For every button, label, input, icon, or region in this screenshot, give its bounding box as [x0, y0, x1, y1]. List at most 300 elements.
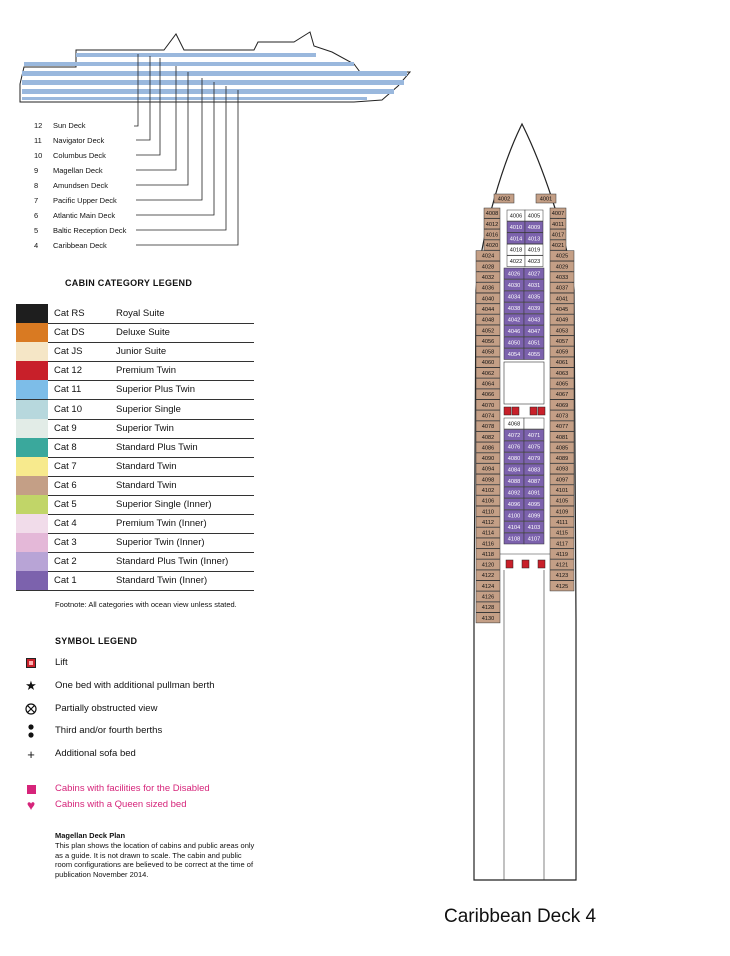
cabin-number: 4080 — [507, 456, 521, 462]
category-code: Cat 12 — [54, 365, 82, 377]
cabin-number: 4118 — [481, 551, 495, 558]
cabin-number: 4022 — [509, 259, 523, 266]
cabin-number: 4081 — [555, 434, 569, 441]
inner-cabin — [504, 510, 524, 521]
cabin-number: 4108 — [507, 536, 521, 543]
category-row — [16, 380, 254, 400]
category-row — [16, 495, 254, 515]
starboard-cabin — [550, 325, 574, 335]
cabin-number: 4102 — [481, 488, 495, 494]
inner-cabin — [504, 487, 524, 498]
starboard-cabin — [550, 432, 574, 442]
cabin-number: 4001 — [539, 196, 553, 203]
cabin-number: 4027 — [527, 271, 541, 278]
cabin-number: 4056 — [481, 338, 495, 345]
cabin-number: 4112 — [481, 519, 495, 526]
cabin-number: 4122 — [481, 573, 495, 580]
port-cabin — [476, 442, 500, 452]
port-cabin — [476, 528, 500, 538]
inner-cabin — [504, 430, 524, 441]
cabin-number: 4017 — [551, 232, 565, 239]
category-swatch — [16, 476, 48, 495]
port-cabin — [484, 219, 500, 229]
deck-label: 7 Pacific Upper Deck — [34, 196, 117, 205]
inner-cabin — [504, 476, 524, 487]
port-cabin — [476, 325, 500, 335]
port-cabin — [476, 293, 500, 303]
cabin-number: 4115 — [555, 530, 569, 537]
cabin-number: 4044 — [481, 306, 495, 313]
cabin-number: 4010 — [509, 224, 523, 231]
cabin-number: 4020 — [485, 243, 499, 250]
category-code: Cat 1 — [54, 575, 77, 587]
cabin-number: 4031 — [527, 283, 541, 289]
deck-plan — [470, 120, 580, 900]
cabin-number: 4018 — [509, 247, 523, 254]
cabin-number: 4059 — [555, 349, 569, 356]
inner-cabin — [524, 337, 544, 348]
category-row — [16, 323, 254, 343]
cabin-number: 4012 — [485, 221, 499, 228]
category-row — [16, 342, 254, 362]
port-cabin — [476, 602, 500, 612]
lift-icon — [538, 560, 545, 568]
category-swatch — [16, 380, 48, 399]
port-cabin — [476, 591, 500, 601]
starboard-cabin — [550, 315, 574, 325]
category-row — [16, 552, 254, 572]
port-cabin — [476, 559, 500, 569]
category-code: Cat 10 — [54, 403, 82, 415]
lift-icon — [504, 407, 511, 415]
cabin-number: 4071 — [527, 433, 541, 439]
starboard-cabin — [550, 581, 574, 591]
port-cabin — [476, 410, 500, 420]
starboard-cabin — [550, 219, 566, 229]
cabin-number: 4026 — [507, 271, 521, 278]
category-swatch — [16, 533, 48, 552]
inner-cabin — [524, 280, 544, 291]
port-cabin — [476, 506, 500, 516]
category-code: Cat 9 — [54, 422, 77, 434]
category-swatch — [16, 400, 48, 419]
cabin-number: 4069 — [555, 402, 569, 409]
cabin-number: 4035 — [527, 294, 541, 301]
starboard-cabin — [550, 229, 566, 239]
cabin-number: 4006 — [509, 213, 523, 220]
category-row — [16, 304, 254, 324]
cabin-number: 4064 — [481, 381, 495, 388]
port-cabin — [476, 496, 500, 506]
category-name: Standard Twin (Inner) — [116, 575, 208, 587]
cabin-number: 4033 — [555, 275, 569, 281]
category-swatch — [16, 514, 48, 533]
cabin-number: 4120 — [481, 562, 495, 569]
category-name: Premium Twin (Inner) — [116, 518, 207, 530]
inner-cabin — [524, 326, 544, 337]
cabin-number: 4067 — [555, 392, 569, 399]
starboard-cabin — [550, 283, 574, 293]
inner-cabin — [524, 476, 544, 487]
port-cabin — [476, 485, 500, 495]
inner-cabin — [524, 510, 544, 521]
category-row — [16, 533, 254, 553]
port-cabin — [476, 400, 500, 410]
starboard-cabin — [550, 261, 574, 271]
port-cabin — [476, 336, 500, 346]
category-code: Cat 6 — [54, 479, 77, 491]
port-cabin — [476, 357, 500, 367]
starboard-cabin — [550, 453, 574, 463]
starboard-cabin — [550, 346, 574, 356]
cabin-number: 4062 — [481, 370, 495, 377]
inner-cabin — [504, 337, 524, 348]
cabin-number: 4117 — [555, 541, 569, 548]
forward-cabin — [525, 233, 543, 244]
cabin-number: 4038 — [507, 306, 521, 312]
cabin-number: 4040 — [481, 296, 495, 303]
category-code: Cat 2 — [54, 556, 77, 568]
deck-label: 11 Navigator Deck — [34, 136, 105, 145]
cabin-number: 4048 — [481, 317, 495, 324]
deck-label: 8 Amundsen Deck — [34, 181, 109, 190]
heart-icon: ♥ — [26, 797, 36, 813]
category-name: Superior Plus Twin — [116, 384, 196, 396]
cabin-number: 4024 — [481, 253, 495, 260]
lift-icon — [530, 407, 537, 415]
category-name: Premium Twin — [116, 365, 177, 377]
cabin-number: 4104 — [507, 525, 521, 531]
category-code: Cat 11 — [54, 384, 82, 396]
starboard-cabin — [550, 570, 574, 580]
forward-cabin — [507, 244, 525, 255]
inner-cabin — [504, 303, 524, 314]
starboard-cabin — [550, 357, 574, 367]
category-swatch — [16, 419, 48, 438]
inner-cabin — [524, 522, 544, 533]
cabin-number: 4097 — [555, 477, 569, 484]
category-code: Cat 7 — [54, 460, 77, 472]
category-name: Superior Single (Inner) — [116, 499, 212, 510]
cabin-number: 4124 — [481, 583, 495, 590]
port-cabin — [476, 549, 500, 559]
inner-cabin — [524, 418, 544, 429]
bow-cabin — [536, 194, 556, 203]
inner-cabin — [504, 268, 524, 279]
plan-note-title: Magellan Deck Plan — [55, 831, 126, 840]
cabin-number: 4082 — [481, 434, 495, 441]
cabin-number: 4007 — [551, 211, 565, 218]
deck-label: 6 Atlantic Main Deck — [34, 211, 116, 220]
cabin-number: 4079 — [527, 456, 541, 462]
cabin-number: 4105 — [555, 498, 569, 505]
port-cabin — [476, 346, 500, 356]
cabin-number: 4036 — [481, 285, 495, 292]
starboard-cabin — [550, 485, 574, 495]
port-cabin — [476, 421, 500, 431]
cabin-number: 4077 — [555, 424, 569, 431]
starboard-cabin — [550, 410, 574, 420]
inner-cabin — [504, 418, 524, 429]
cabin-number: 4078 — [481, 424, 495, 431]
cabin-number: 4089 — [555, 456, 569, 463]
forward-cabin — [525, 244, 543, 255]
cabin-number: 4083 — [527, 467, 541, 474]
cabin-number: 4047 — [527, 329, 541, 335]
cabin-number: 4042 — [507, 317, 521, 324]
cabin-number: 4057 — [555, 338, 569, 345]
category-row — [16, 571, 254, 591]
cabin-number: 4014 — [509, 236, 523, 243]
cabin-number: 4098 — [481, 477, 495, 484]
cabin-number: 4021 — [551, 243, 565, 250]
cabin-number: 4128 — [481, 605, 495, 612]
plan-note-text: This plan shows the location of cabins and public areas only as a guide. It is not drawn to scale. The cabin and public room configurations are believed to be correct at the time of publication November 2014. — [55, 841, 255, 879]
starboard-cabin — [550, 517, 574, 527]
inner-cabin — [524, 268, 544, 279]
cabin-number: 4090 — [481, 456, 495, 463]
cabin-number: 4066 — [481, 392, 495, 399]
two-dots-icon — [24, 724, 38, 738]
category-name: Superior Twin — [116, 422, 174, 434]
cabin-number: 4030 — [507, 283, 521, 289]
inner-cabin — [524, 453, 544, 464]
starboard-cabin — [550, 378, 574, 388]
cabin-number: 4099 — [527, 513, 541, 520]
cabin-number: 4096 — [507, 502, 521, 508]
starboard-cabin — [550, 538, 574, 548]
cabin-number: 4093 — [555, 466, 569, 473]
cabin-number: 4050 — [507, 340, 521, 347]
lift-icon — [512, 407, 519, 415]
category-code: Cat RS — [54, 308, 85, 319]
cabin-number: 4013 — [527, 236, 541, 243]
category-swatch — [16, 342, 48, 361]
cabin-number: 4074 — [481, 413, 495, 420]
cabin-number: 4011 — [551, 221, 565, 228]
inner-cabin — [524, 430, 544, 441]
cabin-number: 4086 — [481, 445, 495, 452]
category-name: Deluxe Suite — [116, 327, 170, 339]
port-cabin — [484, 208, 500, 218]
cabin-number: 4125 — [555, 583, 569, 590]
cabin-number: 4032 — [481, 275, 495, 281]
cabin-number: 4016 — [485, 232, 499, 239]
inner-cabin — [524, 303, 544, 314]
cabin-number: 4041 — [555, 296, 569, 303]
port-cabin — [476, 464, 500, 474]
category-row — [16, 476, 254, 496]
cabin-number: 4092 — [507, 490, 521, 497]
starboard-cabin — [550, 421, 574, 431]
cabin-number: 4053 — [555, 328, 569, 335]
cabin-number: 4087 — [527, 479, 541, 485]
inner-cabin — [524, 349, 544, 360]
cabin-number: 4130 — [481, 615, 495, 622]
cabin-number: 4107 — [527, 536, 541, 543]
cabin-number: 4054 — [507, 352, 521, 358]
starboard-cabin — [550, 336, 574, 346]
cabin-number: 4019 — [527, 247, 541, 254]
category-swatch — [16, 323, 48, 342]
category-row — [16, 361, 254, 381]
category-code: Cat 4 — [54, 518, 77, 530]
starboard-cabin — [550, 442, 574, 452]
port-cabin — [484, 240, 500, 250]
cabin-number: 4070 — [481, 402, 495, 409]
cabin-number: 4028 — [481, 264, 495, 271]
cabin-number: 4073 — [555, 413, 569, 420]
cabin-number: 4068 — [507, 421, 521, 428]
category-code: Cat 8 — [54, 441, 77, 453]
inner-cabin — [504, 499, 524, 510]
cabin-number: 4095 — [527, 502, 541, 508]
port-cabin — [476, 261, 500, 271]
port-cabin — [476, 432, 500, 442]
atrium — [504, 362, 544, 404]
cabin-number: 4005 — [527, 213, 541, 220]
circle-cross-icon — [24, 702, 38, 716]
category-row — [16, 419, 254, 439]
cabin-number: 4049 — [555, 317, 569, 324]
inner-cabin — [524, 464, 544, 475]
cabin-number: 4037 — [555, 285, 569, 292]
cabin-number: 4046 — [507, 329, 521, 335]
category-code: Cat JS — [54, 346, 83, 358]
starboard-cabin — [550, 559, 574, 569]
pink-square-icon — [24, 782, 38, 796]
starboard-cabin — [550, 368, 574, 378]
cabin-number: 4075 — [527, 444, 541, 451]
cabin-number: 4094 — [481, 466, 495, 473]
category-name: Royal Suite — [116, 308, 165, 319]
port-cabin — [476, 538, 500, 548]
cabin-number: 4076 — [507, 444, 521, 451]
inner-cabin — [504, 280, 524, 291]
starboard-cabin — [550, 528, 574, 538]
category-name: Standard Twin — [116, 460, 177, 472]
inner-cabin — [504, 464, 524, 475]
cabin-number: 4061 — [555, 360, 569, 367]
starboard-cabin — [550, 272, 574, 282]
cabin-number: 4025 — [555, 253, 569, 260]
starboard-cabin — [550, 506, 574, 516]
starboard-cabin — [550, 549, 574, 559]
inner-cabin — [504, 522, 524, 533]
deck-name: Caribbean Deck 4 — [444, 906, 597, 927]
forward-cabin — [507, 221, 525, 232]
starboard-cabin — [550, 251, 574, 261]
cabin-number: 4116 — [481, 541, 495, 548]
inner-cabin — [504, 314, 524, 325]
category-name: Standard Plus Twin — [116, 441, 198, 453]
cabin-number: 4034 — [507, 294, 521, 301]
starboard-cabin — [550, 389, 574, 399]
category-swatch — [16, 457, 48, 476]
deck-label: 4 Caribbean Deck — [34, 241, 107, 250]
inner-cabin — [524, 291, 544, 302]
inner-cabin — [504, 533, 524, 544]
category-name: Standard Twin — [116, 479, 177, 491]
cabin-number: 4060 — [481, 360, 495, 367]
starboard-cabin — [550, 304, 574, 314]
cabin-number: 4043 — [527, 317, 541, 324]
symbol-legend-title: SYMBOL LEGEND — [55, 636, 138, 646]
port-cabin — [476, 368, 500, 378]
lift-icon — [506, 560, 513, 568]
cabin-number: 4072 — [507, 433, 521, 439]
cabin-number: 4045 — [555, 306, 569, 313]
category-swatch — [16, 304, 48, 323]
cabin-number: 4051 — [527, 340, 541, 347]
port-cabin — [476, 613, 500, 623]
category-swatch — [16, 495, 48, 514]
cabin-number: 4063 — [555, 370, 569, 377]
starboard-cabin — [550, 400, 574, 410]
port-cabin — [476, 453, 500, 463]
plus-icon: + — [27, 746, 35, 762]
cabin-number: 4123 — [555, 573, 569, 580]
inner-cabin — [504, 291, 524, 302]
port-cabin — [476, 304, 500, 314]
deck-label: 9 Magellan Deck — [34, 166, 103, 175]
cabin-number: 4088 — [507, 479, 521, 485]
category-swatch — [16, 438, 48, 457]
starboard-cabin — [550, 496, 574, 506]
cabin-number: 4009 — [527, 224, 541, 231]
port-cabin — [476, 570, 500, 580]
category-name: Junior Suite — [116, 346, 167, 358]
category-swatch — [16, 552, 48, 571]
inner-cabin — [524, 441, 544, 452]
forward-cabin — [525, 256, 543, 267]
port-cabin — [476, 315, 500, 325]
cabin-number: 4119 — [555, 551, 569, 558]
bow-cabin — [494, 194, 514, 203]
cabin-number: 4065 — [555, 381, 569, 388]
port-cabin — [476, 283, 500, 293]
cabin-number: 4023 — [527, 259, 541, 266]
cabin-number: 4052 — [481, 328, 495, 335]
inner-cabin — [524, 533, 544, 544]
inner-cabin — [504, 453, 524, 464]
lift-icon — [522, 560, 529, 568]
inner-cabin — [504, 441, 524, 452]
category-code: Cat 3 — [54, 537, 77, 549]
category-swatch — [16, 361, 48, 380]
forward-cabin — [525, 221, 543, 232]
inner-cabin — [524, 314, 544, 325]
category-row — [16, 457, 254, 477]
starboard-cabin — [550, 474, 574, 484]
inner-cabin — [504, 326, 524, 337]
cabin-number: 4101 — [555, 488, 569, 494]
cabin-number: 4002 — [497, 196, 511, 203]
lift-icon — [24, 656, 38, 670]
cabin-number: 4029 — [555, 264, 569, 271]
forward-cabin — [507, 210, 525, 221]
forward-cabin — [507, 256, 525, 267]
cabin-number: 4039 — [527, 306, 541, 312]
inner-cabin — [504, 349, 524, 360]
inner-cabin — [524, 487, 544, 498]
star-icon: ★ — [25, 678, 37, 693]
port-cabin — [476, 389, 500, 399]
port-cabin — [476, 517, 500, 527]
category-name: Standard Plus Twin (Inner) — [116, 556, 229, 568]
category-swatch — [16, 571, 48, 590]
cabin-number: 4058 — [481, 349, 495, 356]
